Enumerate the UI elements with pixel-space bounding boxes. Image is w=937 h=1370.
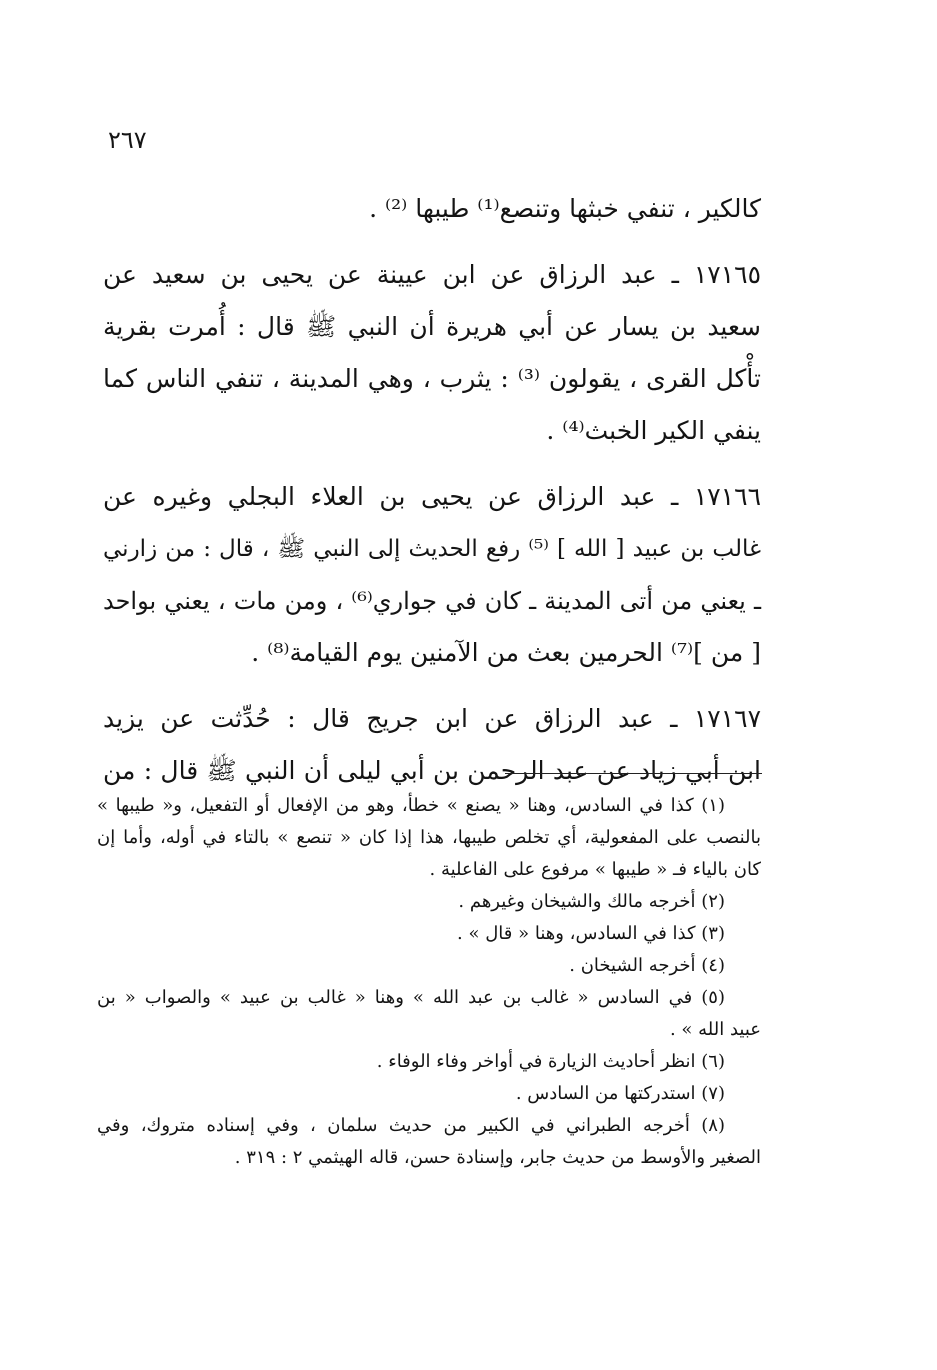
footnote-line: (٣) كذا في السادس، وهنا « قال » . <box>457 923 725 944</box>
hadith-17165 <box>103 249 761 457</box>
text-line: كالكير ، تنفي خبثها وتنصع⁽¹⁾ طيبها ⁽²⁾ . <box>369 194 761 223</box>
footnote-line: كان بالياء فـ « طيبها » مرفوع على الفاعلية . <box>429 859 761 880</box>
text-line: [ من ]⁽⁷⁾ الحرمين بعث من الآمنين يوم القيامة⁽⁸⁾ . <box>251 638 761 667</box>
main-text <box>103 183 761 811</box>
text-line: غالب بن عبيد [ الله ] ⁽⁵⁾ رفع الحديث إلى النبي ﷺ ، قال : من زارني <box>103 536 761 562</box>
footnote-line: (٧) استدركتها من السادس . <box>515 1083 725 1104</box>
footnote-separator <box>505 773 762 774</box>
text-line: سعيد بن يسار عن أبي هريرة أن النبي ﷺ قال : أُمرت بقرية <box>103 312 761 341</box>
footnote-line: بالنصب على المفعولية، أي تخلص طيبها، هذا إذا كان « تنصع » بالتاء في أوله، وأما إن <box>97 827 761 848</box>
text-line: ينفي الكير الخبث⁽⁴⁾ . <box>546 416 761 445</box>
footnote-line: (٢) أخرجه مالك والشيخان وغيرهم . <box>458 891 725 912</box>
footnote-line: (١) كذا في السادس، وهنا « يصنع » خطأ، وهو من الإفعال أو التفعيل، و« طيبها » <box>97 795 725 816</box>
paragraph-continuation <box>103 183 761 235</box>
hadith-17167 <box>103 693 761 797</box>
text-line: ١٧١٦٧ ـ عبد الرزاق عن ابن جريج قال : حُدِّثت عن يزيد <box>103 704 761 733</box>
hadith-17166 <box>103 471 761 679</box>
footnote-line: (٦) انظر أحاديث الزيارة في أواخر وفاء الوفاء . <box>376 1051 725 1072</box>
text-line: تأْكل القرى ، يقولون ⁽³⁾ : يثرب ، وهي المدينة ، تنفي الناس كما <box>103 364 761 393</box>
text-line: ١٧١٦٥ ـ عبد الرزاق عن ابن عيينة عن يحيى بن سعيد عن <box>103 260 761 289</box>
footnote-line: عبيد الله » . <box>669 1019 761 1040</box>
text-line: ـ يعني من أتى المدينة ـ كان في جواري⁽⁶⁾ ، ومن مات ، يعني بواحد <box>103 587 761 615</box>
footnote-line: (٥) في السادس « غالب بن عبد الله » وهنا « غالب بن عبيد » والصواب « بن <box>97 987 725 1008</box>
footnote-line: (٤) أخرجه الشيخان . <box>569 955 725 976</box>
footnotes <box>97 790 761 1174</box>
text-line: ١٧١٦٦ ـ عبد الرزاق عن يحيى بن العلاء البجلي وغيره عن <box>103 482 761 511</box>
footnote-line: (٨) أخرجه الطبراني في الكبير من حديث سلمان ، وفي إسناده متروك، وفي <box>97 1115 725 1136</box>
page-number: ٢٦٧ <box>108 126 147 154</box>
footnote-line: الصغير والأوسط من حديث جابر، وإسنادة حسن، قاله الهيثمي ٢ : ٣١٩ . <box>234 1147 761 1168</box>
text-line: ابن أبي زياد عن عبد الرحمن بن أبي ليلى أن النبي ﷺ قال : من <box>103 756 761 785</box>
